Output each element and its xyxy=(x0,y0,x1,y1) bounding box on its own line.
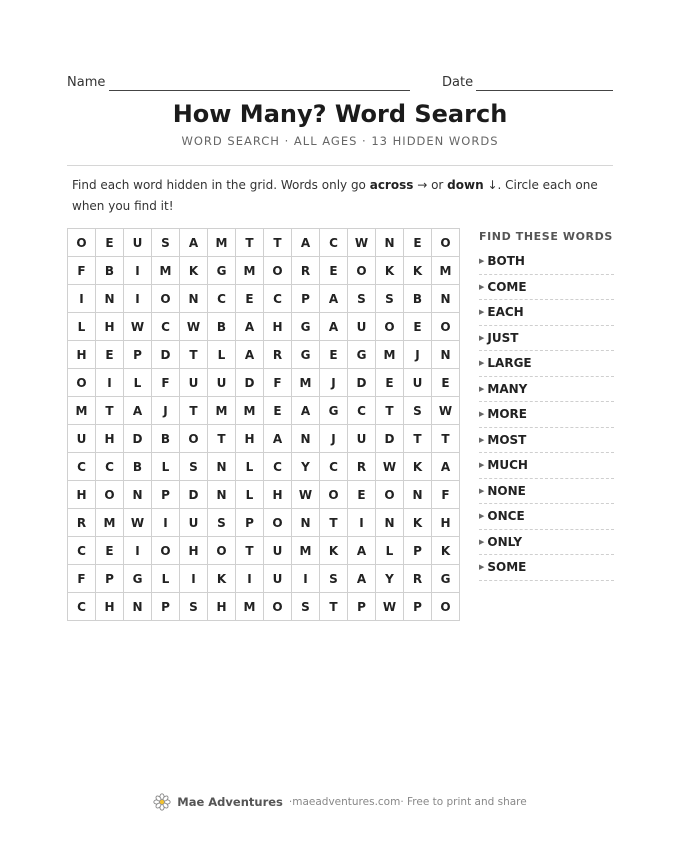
grid-cell[interactable]: U xyxy=(124,229,152,257)
word-label: BOTH xyxy=(487,254,525,269)
grid-cell[interactable]: P xyxy=(404,537,432,565)
word-list xyxy=(479,228,614,581)
grid-cell[interactable]: D xyxy=(124,425,152,453)
grid-cell[interactable]: F xyxy=(264,369,292,397)
grid-cell[interactable]: A xyxy=(264,425,292,453)
grid-cell[interactable]: C xyxy=(68,453,96,481)
grid-cell[interactable]: K xyxy=(180,257,208,285)
grid-cell[interactable]: W xyxy=(180,313,208,341)
grid-cell[interactable]: H xyxy=(96,313,124,341)
grid-cell[interactable]: T xyxy=(236,229,264,257)
grid-cell[interactable]: E xyxy=(236,285,264,313)
grid-cell[interactable]: J xyxy=(320,369,348,397)
grid-cell[interactable]: D xyxy=(348,369,376,397)
grid-cell[interactable]: O xyxy=(376,481,404,509)
grid-cell[interactable]: S xyxy=(180,453,208,481)
instructions-down: down xyxy=(447,178,484,192)
grid-cell[interactable]: T xyxy=(320,593,348,621)
grid-cell[interactable]: C xyxy=(320,453,348,481)
grid-cell[interactable]: E xyxy=(404,313,432,341)
name-label: Name xyxy=(67,75,106,90)
grid-cell[interactable]: E xyxy=(320,257,348,285)
word-item xyxy=(479,479,614,505)
grid-cell[interactable]: U xyxy=(348,313,376,341)
triangle-bullet-icon: ▶ xyxy=(479,563,485,572)
grid-cell[interactable]: I xyxy=(124,537,152,565)
grid-cell[interactable]: W xyxy=(292,481,320,509)
grid-cell[interactable]: H xyxy=(68,481,96,509)
grid-cell[interactable]: E xyxy=(264,397,292,425)
grid-cell[interactable]: D xyxy=(180,481,208,509)
grid-cell[interactable]: S xyxy=(404,397,432,425)
grid-cell[interactable]: L xyxy=(124,369,152,397)
grid-cell[interactable]: W xyxy=(348,229,376,257)
grid-cell[interactable]: M xyxy=(152,257,180,285)
grid-cell[interactable]: P xyxy=(124,341,152,369)
grid-cell[interactable]: M xyxy=(292,369,320,397)
grid-cell[interactable]: C xyxy=(320,229,348,257)
grid-cell[interactable]: H xyxy=(236,425,264,453)
grid-row xyxy=(68,285,460,313)
grid-cell[interactable]: W xyxy=(124,509,152,537)
grid-cell[interactable]: E xyxy=(320,341,348,369)
grid-cell[interactable]: M xyxy=(96,509,124,537)
grid-cell[interactable]: U xyxy=(208,369,236,397)
grid-row xyxy=(68,397,460,425)
grid-row xyxy=(68,509,460,537)
grid-cell[interactable]: E xyxy=(96,229,124,257)
grid-cell[interactable]: P xyxy=(404,593,432,621)
triangle-bullet-icon: ▶ xyxy=(479,461,485,470)
grid-cell[interactable]: H xyxy=(180,537,208,565)
date-label: Date xyxy=(442,75,474,90)
grid-row xyxy=(68,453,460,481)
grid-cell[interactable]: L xyxy=(152,565,180,593)
grid-cell[interactable]: L xyxy=(376,537,404,565)
footer-separator: · xyxy=(288,796,293,808)
word-item xyxy=(479,530,614,556)
grid-cell[interactable]: N xyxy=(432,285,460,313)
grid-cell[interactable]: I xyxy=(68,285,96,313)
grid-cell[interactable]: O xyxy=(68,229,96,257)
page-title: How Many? Word Search xyxy=(172,100,508,128)
grid-cell[interactable]: S xyxy=(152,229,180,257)
grid-cell[interactable]: R xyxy=(292,257,320,285)
grid-cell[interactable]: I xyxy=(96,369,124,397)
grid-cell[interactable]: O xyxy=(348,257,376,285)
grid-cell[interactable]: M xyxy=(208,397,236,425)
grid-cell[interactable]: B xyxy=(208,313,236,341)
word-label: ONLY xyxy=(487,534,523,549)
grid-cell[interactable]: A xyxy=(320,285,348,313)
grid-cell[interactable]: U xyxy=(264,537,292,565)
name-field[interactable] xyxy=(109,90,410,91)
grid-cell[interactable]: N xyxy=(208,481,236,509)
grid-cell[interactable]: N xyxy=(376,229,404,257)
grid-cell[interactable]: W xyxy=(124,313,152,341)
word-item xyxy=(479,377,614,403)
grid-cell[interactable]: B xyxy=(404,285,432,313)
word-item xyxy=(479,555,614,581)
grid-cell[interactable]: O xyxy=(320,481,348,509)
grid-cell[interactable]: H xyxy=(96,593,124,621)
instructions xyxy=(72,175,617,217)
grid-cell[interactable]: C xyxy=(348,397,376,425)
grid-cell[interactable]: S xyxy=(208,509,236,537)
grid-cell[interactable]: T xyxy=(404,425,432,453)
grid-cell[interactable]: O xyxy=(180,425,208,453)
grid-cell[interactable]: N xyxy=(376,509,404,537)
grid-cell[interactable]: C xyxy=(68,593,96,621)
grid-cell[interactable]: P xyxy=(236,509,264,537)
triangle-bullet-icon: ▶ xyxy=(479,333,485,342)
grid-row xyxy=(68,481,460,509)
grid-cell[interactable]: G xyxy=(124,565,152,593)
triangle-bullet-icon: ▶ xyxy=(479,384,485,393)
grid-row xyxy=(68,313,460,341)
grid-cell[interactable]: U xyxy=(180,369,208,397)
grid-cell[interactable]: Y xyxy=(376,565,404,593)
grid-cell[interactable]: T xyxy=(236,537,264,565)
grid-cell[interactable]: N xyxy=(292,425,320,453)
grid-cell[interactable]: F xyxy=(68,257,96,285)
grid-cell[interactable]: P xyxy=(96,565,124,593)
grid-cell[interactable]: D xyxy=(152,341,180,369)
grid-cell[interactable]: E xyxy=(96,341,124,369)
grid-cell[interactable]: K xyxy=(404,453,432,481)
word-label: MORE xyxy=(487,407,527,422)
grid-cell[interactable]: O xyxy=(432,593,460,621)
grid-cell[interactable]: T xyxy=(96,397,124,425)
grid-cell[interactable]: U xyxy=(404,369,432,397)
grid-cell[interactable]: A xyxy=(348,565,376,593)
grid-cell[interactable]: K xyxy=(432,537,460,565)
triangle-bullet-icon: ▶ xyxy=(479,308,485,317)
grid-cell[interactable]: L xyxy=(68,313,96,341)
grid-cell[interactable]: C xyxy=(264,285,292,313)
grid-row xyxy=(68,593,460,621)
grid-cell[interactable]: O xyxy=(152,537,180,565)
grid-cell[interactable]: L xyxy=(236,453,264,481)
grid-cell[interactable]: S xyxy=(292,593,320,621)
daisy-icon xyxy=(153,793,171,811)
grid-cell[interactable]: W xyxy=(376,593,404,621)
triangle-bullet-icon: ▶ xyxy=(479,410,485,419)
grid-cell[interactable]: T xyxy=(208,425,236,453)
grid-cell[interactable]: E xyxy=(96,537,124,565)
grid-cell[interactable]: G xyxy=(292,341,320,369)
grid-cell[interactable]: I xyxy=(180,565,208,593)
word-item xyxy=(479,300,614,326)
grid-cell[interactable]: L xyxy=(236,481,264,509)
word-label: NONE xyxy=(487,483,526,498)
grid-cell[interactable]: I xyxy=(124,285,152,313)
grid-cell[interactable]: T xyxy=(180,397,208,425)
grid-cell[interactable]: A xyxy=(432,453,460,481)
word-label: COME xyxy=(487,279,527,294)
footer-url[interactable]: maeadventures.com xyxy=(292,796,401,808)
grid-cell[interactable]: J xyxy=(320,425,348,453)
grid-cell[interactable]: O xyxy=(264,593,292,621)
grid-cell[interactable]: K xyxy=(404,257,432,285)
grid-cell[interactable]: N xyxy=(180,285,208,313)
grid-cell[interactable]: M xyxy=(68,397,96,425)
grid-cell[interactable]: T xyxy=(180,341,208,369)
grid-cell[interactable]: F xyxy=(432,481,460,509)
grid-cell[interactable]: O xyxy=(432,313,460,341)
grid-cell[interactable]: K xyxy=(208,565,236,593)
instructions-text-2: → or xyxy=(413,178,448,192)
grid-cell[interactable]: R xyxy=(348,453,376,481)
word-label: EACH xyxy=(487,305,524,320)
word-item xyxy=(479,249,614,275)
grid-cell[interactable]: B xyxy=(124,453,152,481)
instructions-text-3: ↓. Circle each one when you find it! xyxy=(72,178,598,213)
word-item xyxy=(479,453,614,479)
grid-cell[interactable]: U xyxy=(348,425,376,453)
grid-cell[interactable]: A xyxy=(124,397,152,425)
grid-cell[interactable]: P xyxy=(348,593,376,621)
word-item xyxy=(479,428,614,454)
grid-cell[interactable]: U xyxy=(264,565,292,593)
name-date-row xyxy=(67,72,613,92)
word-item xyxy=(479,351,614,377)
grid-cell[interactable]: M xyxy=(432,257,460,285)
triangle-bullet-icon: ▶ xyxy=(479,282,485,291)
grid-cell[interactable]: H xyxy=(208,593,236,621)
grid-cell[interactable]: A xyxy=(292,397,320,425)
word-list-title: FIND THESE WORDS xyxy=(479,230,613,243)
footer-note: · Free to print and share xyxy=(400,796,527,808)
grid-row xyxy=(68,565,460,593)
grid-cell[interactable]: D xyxy=(236,369,264,397)
grid-cell[interactable]: A xyxy=(292,229,320,257)
grid-cell[interactable]: U xyxy=(68,425,96,453)
grid-cell[interactable]: E xyxy=(432,369,460,397)
grid-cell[interactable]: I xyxy=(152,509,180,537)
grid-cell[interactable]: E xyxy=(376,369,404,397)
grid-row xyxy=(68,369,460,397)
grid-cell[interactable]: G xyxy=(208,257,236,285)
grid-row xyxy=(68,537,460,565)
grid-cell[interactable]: O xyxy=(96,481,124,509)
grid-row xyxy=(68,425,460,453)
grid-cell[interactable]: J xyxy=(404,341,432,369)
triangle-bullet-icon: ▶ xyxy=(479,486,485,495)
grid-cell[interactable]: E xyxy=(348,481,376,509)
grid-cell[interactable]: M xyxy=(208,229,236,257)
grid-cell[interactable]: P xyxy=(292,285,320,313)
grid-cell[interactable]: M xyxy=(376,341,404,369)
grid-cell[interactable]: B xyxy=(152,425,180,453)
grid-cell[interactable]: R xyxy=(68,509,96,537)
grid-cell[interactable]: N xyxy=(404,481,432,509)
footer xyxy=(0,793,680,811)
grid-cell[interactable]: G xyxy=(348,341,376,369)
triangle-bullet-icon: ▶ xyxy=(479,435,485,444)
grid-cell[interactable]: A xyxy=(180,229,208,257)
grid-cell[interactable]: N xyxy=(96,285,124,313)
grid-cell[interactable]: Y xyxy=(292,453,320,481)
grid-cell[interactable]: L xyxy=(152,453,180,481)
grid-cell[interactable]: R xyxy=(404,565,432,593)
word-label: MANY xyxy=(487,381,528,396)
grid-cell[interactable]: T xyxy=(264,229,292,257)
word-item xyxy=(479,326,614,352)
date-field[interactable] xyxy=(476,90,613,91)
letter-grid xyxy=(67,228,460,621)
grid-cell[interactable]: A xyxy=(236,341,264,369)
word-item xyxy=(479,275,614,301)
grid-cell[interactable]: G xyxy=(292,313,320,341)
grid-cell[interactable]: A xyxy=(320,313,348,341)
grid-cell[interactable]: S xyxy=(180,593,208,621)
grid-cell[interactable]: O xyxy=(208,537,236,565)
grid-cell[interactable]: M xyxy=(236,397,264,425)
grid-cell[interactable]: A xyxy=(348,537,376,565)
grid-cell[interactable]: P xyxy=(152,593,180,621)
grid-cell[interactable]: I xyxy=(124,257,152,285)
grid-cell[interactable]: G xyxy=(432,565,460,593)
grid-cell[interactable]: N xyxy=(124,481,152,509)
grid-cell[interactable]: S xyxy=(320,565,348,593)
grid-cell[interactable]: N xyxy=(292,509,320,537)
grid-cell[interactable]: K xyxy=(376,257,404,285)
grid-cell[interactable]: M xyxy=(236,593,264,621)
triangle-bullet-icon: ▶ xyxy=(479,512,485,521)
grid-cell[interactable]: S xyxy=(376,285,404,313)
grid-cell[interactable]: R xyxy=(264,341,292,369)
grid-cell[interactable]: H xyxy=(96,425,124,453)
grid-cell[interactable]: T xyxy=(376,397,404,425)
triangle-bullet-icon: ▶ xyxy=(479,537,485,546)
grid-cell[interactable]: I xyxy=(236,565,264,593)
grid-cell[interactable]: H xyxy=(68,341,96,369)
grid-cell[interactable]: M xyxy=(236,257,264,285)
grid-cell[interactable]: I xyxy=(348,509,376,537)
grid-cell[interactable]: C xyxy=(208,285,236,313)
grid-cell[interactable]: H xyxy=(264,481,292,509)
grid-cell[interactable]: O xyxy=(264,257,292,285)
triangle-bullet-icon: ▶ xyxy=(479,257,485,266)
grid-cell[interactable]: D xyxy=(376,425,404,453)
grid-cell[interactable]: H xyxy=(432,509,460,537)
grid-cell[interactable]: F xyxy=(68,565,96,593)
word-label: SOME xyxy=(487,560,527,575)
grid-cell[interactable]: N xyxy=(124,593,152,621)
grid-cell[interactable]: G xyxy=(320,397,348,425)
grid-cell[interactable]: O xyxy=(264,509,292,537)
grid-cell[interactable]: N xyxy=(208,453,236,481)
instructions-text-1: Find each word hidden in the grid. Words only go xyxy=(72,178,370,192)
grid-cell[interactable]: C xyxy=(152,313,180,341)
grid-cell[interactable]: M xyxy=(292,537,320,565)
grid-cell[interactable]: E xyxy=(404,229,432,257)
grid-cell[interactable]: U xyxy=(180,509,208,537)
grid-cell[interactable]: H xyxy=(264,313,292,341)
grid-cell[interactable]: W xyxy=(432,397,460,425)
grid-cell[interactable]: C xyxy=(264,453,292,481)
grid-row xyxy=(68,341,460,369)
grid-row xyxy=(68,229,460,257)
grid-row xyxy=(68,257,460,285)
grid-cell[interactable]: C xyxy=(96,453,124,481)
footer-brand: Mae Adventures xyxy=(177,795,283,809)
triangle-bullet-icon: ▶ xyxy=(479,359,485,368)
word-label: MOST xyxy=(487,432,527,447)
grid-cell[interactable]: T xyxy=(320,509,348,537)
grid-cell[interactable]: K xyxy=(404,509,432,537)
word-list-items xyxy=(479,249,614,581)
page-subtitle: WORD SEARCH · ALL AGES · 13 HIDDEN WORDS xyxy=(181,134,499,148)
grid-cell[interactable]: C xyxy=(68,537,96,565)
grid-cell[interactable]: F xyxy=(152,369,180,397)
grid-cell[interactable]: T xyxy=(432,425,460,453)
instructions-across: across xyxy=(369,178,414,192)
grid-cell[interactable]: W xyxy=(376,453,404,481)
word-label: ONCE xyxy=(487,509,525,524)
grid-cell[interactable]: O xyxy=(68,369,96,397)
word-label: LARGE xyxy=(487,356,532,371)
grid-cell[interactable]: A xyxy=(236,313,264,341)
grid-cell[interactable]: K xyxy=(320,537,348,565)
word-item xyxy=(479,402,614,428)
grid-cell[interactable]: I xyxy=(292,565,320,593)
grid-cell[interactable]: N xyxy=(432,341,460,369)
grid-cell[interactable]: O xyxy=(152,285,180,313)
word-label: JUST xyxy=(487,330,519,345)
word-item xyxy=(479,504,614,530)
word-label: MUCH xyxy=(487,458,528,473)
grid-cell[interactable]: J xyxy=(152,397,180,425)
grid-cell[interactable]: B xyxy=(96,257,124,285)
grid-cell[interactable]: P xyxy=(152,481,180,509)
grid-cell[interactable]: O xyxy=(432,229,460,257)
divider xyxy=(67,165,613,166)
grid-cell[interactable]: L xyxy=(208,341,236,369)
grid-cell[interactable]: S xyxy=(348,285,376,313)
grid-cell[interactable]: O xyxy=(376,313,404,341)
